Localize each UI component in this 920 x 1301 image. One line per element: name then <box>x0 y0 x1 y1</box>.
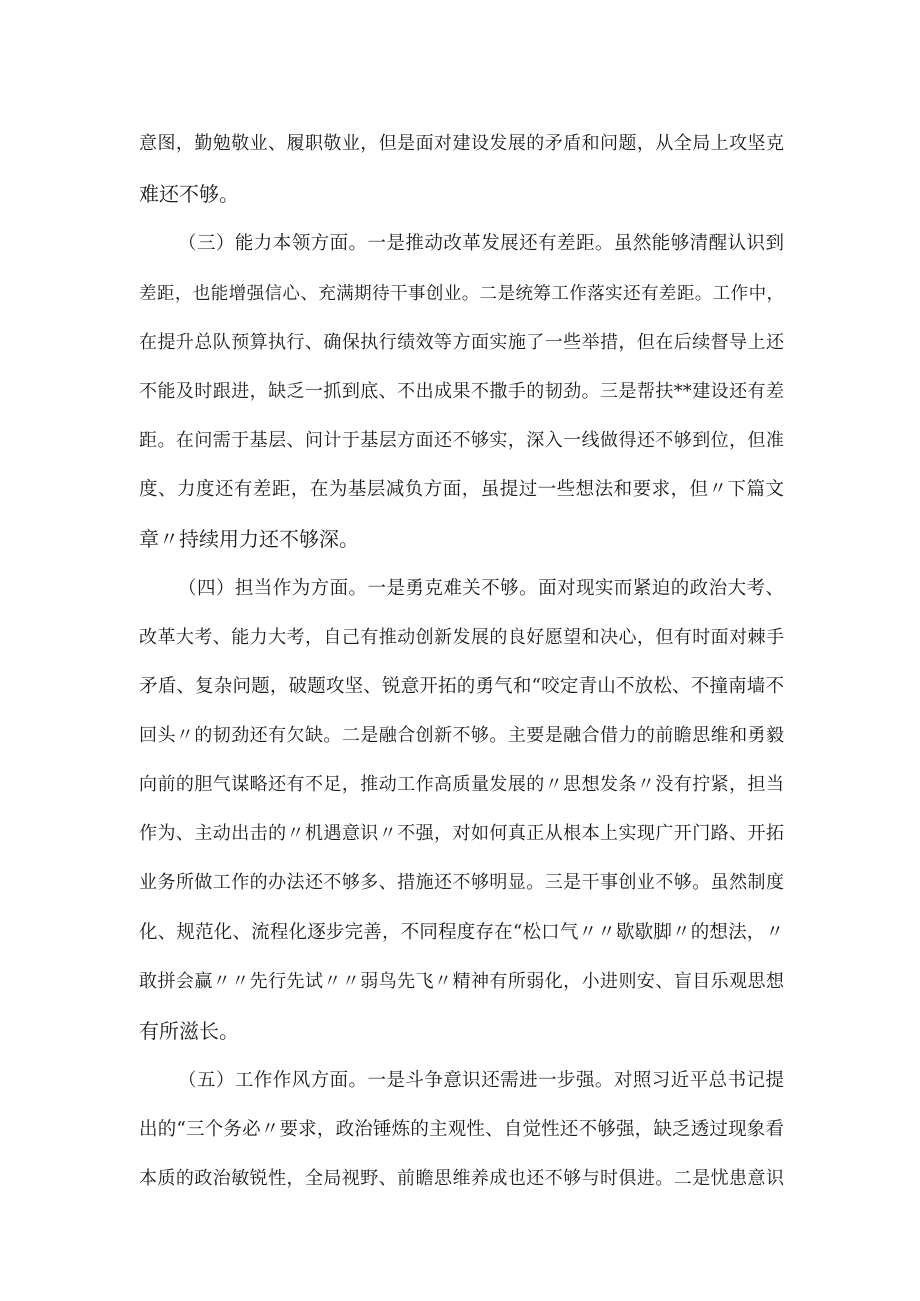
text-line <box>0 377 920 407</box>
line-text: 回头〃的韧劲还有欠缺。二是融合创新不够。主要是融合借力的前瞻思维和勇毅 <box>139 725 784 746</box>
text-line <box>0 524 920 554</box>
line-text: （四）担当作为方面。一是勇克难关不够。面对现实而紧迫的政治大考、 <box>178 578 784 599</box>
line-text: 有所滋长。 <box>139 1019 239 1043</box>
text-line <box>0 328 920 358</box>
text-line <box>0 179 920 209</box>
line-text: 业务所做工作的办法还不够多、措施还不够明显。三是干事创业不够。虽然制度 <box>139 872 784 893</box>
line-text: （三）能力本领方面。一是推动改革发展还有差距。虽然能够清醒认识到 <box>178 233 784 254</box>
text-line <box>0 1115 920 1145</box>
line-text: 难还不够。 <box>139 182 239 206</box>
text-line <box>0 967 920 997</box>
line-text: 不能及时跟进，缺乏一抓到底、不出成果不撒手的韧劲。三是帮扶**建设还有差 <box>139 381 784 402</box>
text-line <box>0 770 920 800</box>
line-text: 敢拼会赢〃〃先行先试〃〃弱鸟先飞〃精神有所弱化，小进则安、盲目乐观思想 <box>139 971 784 992</box>
line-text: 改革大考、能力大考，自己有推动创新发展的良好愿望和决心，但有时面对棘手 <box>139 627 784 648</box>
text-line <box>0 819 920 849</box>
line-text: 本质的政治敏锐性，全局视野、前瞻思维养成也还不够与时俱进。二是忧患意识 <box>139 1168 784 1189</box>
line-text: 向前的胆气谋略还有不足，推动工作高质量发展的〃思想发条〃没有拧紧，担当 <box>139 774 784 795</box>
text-line <box>0 426 920 456</box>
line-text: 化、规范化、流程化逐步完善，不同程度存在“松口气〃〃歇歇脚〃的想法，〃 <box>139 922 784 943</box>
line-text: 出的“三个务必〃要求，政治锤炼的主观性、自觉性还不够强，缺乏透过现象看 <box>139 1119 784 1140</box>
line-text: 在提升总队预算执行、确保执行绩效等方面实施了一些举措，但在后续督导上还 <box>139 332 784 353</box>
text-line <box>0 672 920 702</box>
line-text: 意图，勤勉敬业、履职敬业，但是面对建设发展的矛盾和问题，从全局上攻坚克 <box>139 133 784 154</box>
line-text: 作为、主动出击的〃机遇意识〃不强，对如何真正从根本上实现广开门路、开拓 <box>139 823 784 844</box>
paragraph-heading-line <box>0 574 920 604</box>
text-line <box>0 475 920 505</box>
paragraph-heading-line <box>0 1066 920 1096</box>
line-text: 差距，也能增强信心、充满期待干事创业。二是统筹工作落实还有差距。工作中， <box>139 284 784 304</box>
text-line <box>0 623 920 653</box>
text-line <box>0 279 920 309</box>
line-text: 距。在问需于基层、问计于基层方面还不够实，深入一线做得还不够到位，但准 <box>139 430 784 451</box>
paragraph-heading-line <box>0 229 920 259</box>
text-line <box>0 868 920 898</box>
line-text: 矛盾、复杂问题，破题攻坚、锐意开拓的勇气和“咬定青山不放松、不撞南墙不 <box>139 676 784 697</box>
text-line <box>0 129 920 159</box>
line-text: 度、力度还有差距，在为基层减负方面，虽提过一些想法和要求，但〃下篇文 <box>139 479 784 500</box>
text-line <box>0 1016 920 1046</box>
text-line <box>0 1164 920 1194</box>
text-line <box>0 918 920 948</box>
text-line <box>0 721 920 751</box>
line-text: （五）工作作风方面。一是斗争意识还需进一步强。对照习近平总书记提 <box>178 1070 784 1091</box>
line-text: 章〃持续用力还不够深。 <box>139 527 359 551</box>
